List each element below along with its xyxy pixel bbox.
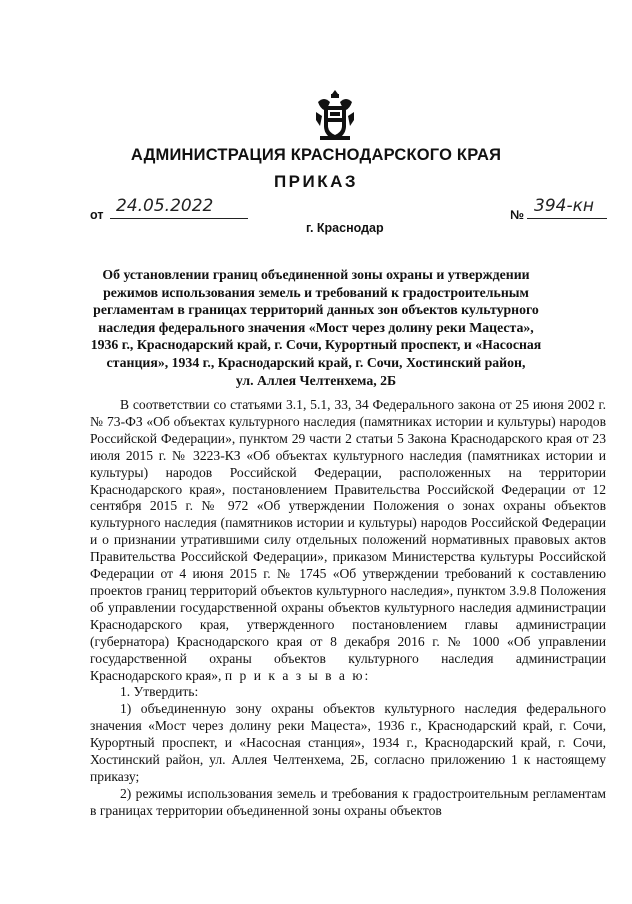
document-type: ПРИКАЗ [273,172,359,191]
item-1: 1. Утвердить: [120,684,199,700]
title-line: ул. Аллея Челтенхема, 2Б [235,372,397,388]
handwritten-date: 24.05.2022 [116,196,214,216]
title-line: наследия федерального значения «Мост через долину реки Мацеста», [98,319,534,335]
date-underline [110,218,248,219]
title-line: Об установлении границ объединенной зоны охраны и утверждении [102,267,530,282]
title-line: 1936 г., Краснодарский край, г. Сочи, Курортный проспект, и «Насосная [90,337,542,353]
preamble-text: В соответствии со статьями 3.1, 5.1, 33, 34 Федерального закона от 25 июня 2002 г. № 73-ФЗ «Об объектах культурного наследия (памятниках истории и культуры) народов Российской Федерации», пунктом 29 части 2 статьи 5 Закона Краснодарского края от 23 июля 2015 г. № 3223-КЗ «Об объектах культурного наследия (памятниках истории и культуры) народов Российской Федерации, расположенных на территории Краснодарского края», постановлением Правительства Российской Федерации от 12 сентября 2015 г. № 972 «Об утверждении Положения о зонах охраны объектов культурного наследия (памятников истории и культуры) народов Российской Федерации и о признании утратившими силу отдельных положений нормативных правовых актов Правительства Российской Федерации», приказом Министерства культуры Российской Федерации от 4 июня 2015 г. № 1745 «Об утверждении требований к составлению проектов границ территорий объектов культурного наследия», пунктом 3.9.8 Положения об управлении государственной охраны объектов культурного наследия администрации Краснодарского края, утвержденного постановлением главы администрации (губернатора) Краснодарского края от 8 декабря 2016 г. № 1000 «Об управлении государственной охраны объектов культурного наследия администрации Краснодарского края», [90,397,606,683]
handwritten-number: 394-кн [534,196,594,216]
item-1-1: 1) объединенную зону охраны объектов культурного наследия федерального значения «Мост через долину реки Мацеста», 1936 г., Краснодарский край, г. Сочи, Курортный проспект, и «Насосная станция», 1934 г., Краснодарский край, г. Сочи, Хостинский район, ул. Аллея Челтенхема, 2Б, согласно приложению 1 к настоящему приказу; [90,701,606,784]
coat-of-arms-icon [312,88,358,144]
document-title [90,266,542,389]
city: г. Краснодар [306,221,384,235]
preamble-paragraph [90,397,606,684]
order-word: п р и к а з ы в а ю: [224,667,371,683]
number-prefix: № [510,208,524,222]
item-1-2: 2) режимы использования земель и требования к градостроительным регламентам в границах территории объединенной зоны охраны объектов [90,785,606,818]
number-underline [527,218,607,219]
title-line: регламентам в границах территорий данных зон объектов культурного [93,302,539,318]
title-line: станция», 1934 г., Краснодарский край, г. Сочи, Хостинский район, [106,354,526,370]
date-prefix: от [90,208,104,222]
document-body [90,397,606,820]
organization-name: АДМИНИСТРАЦИЯ КРАСНОДАРСКОГО КРАЯ [130,146,502,164]
title-line: режимов использования земель и требований к градостроительным [103,284,529,300]
